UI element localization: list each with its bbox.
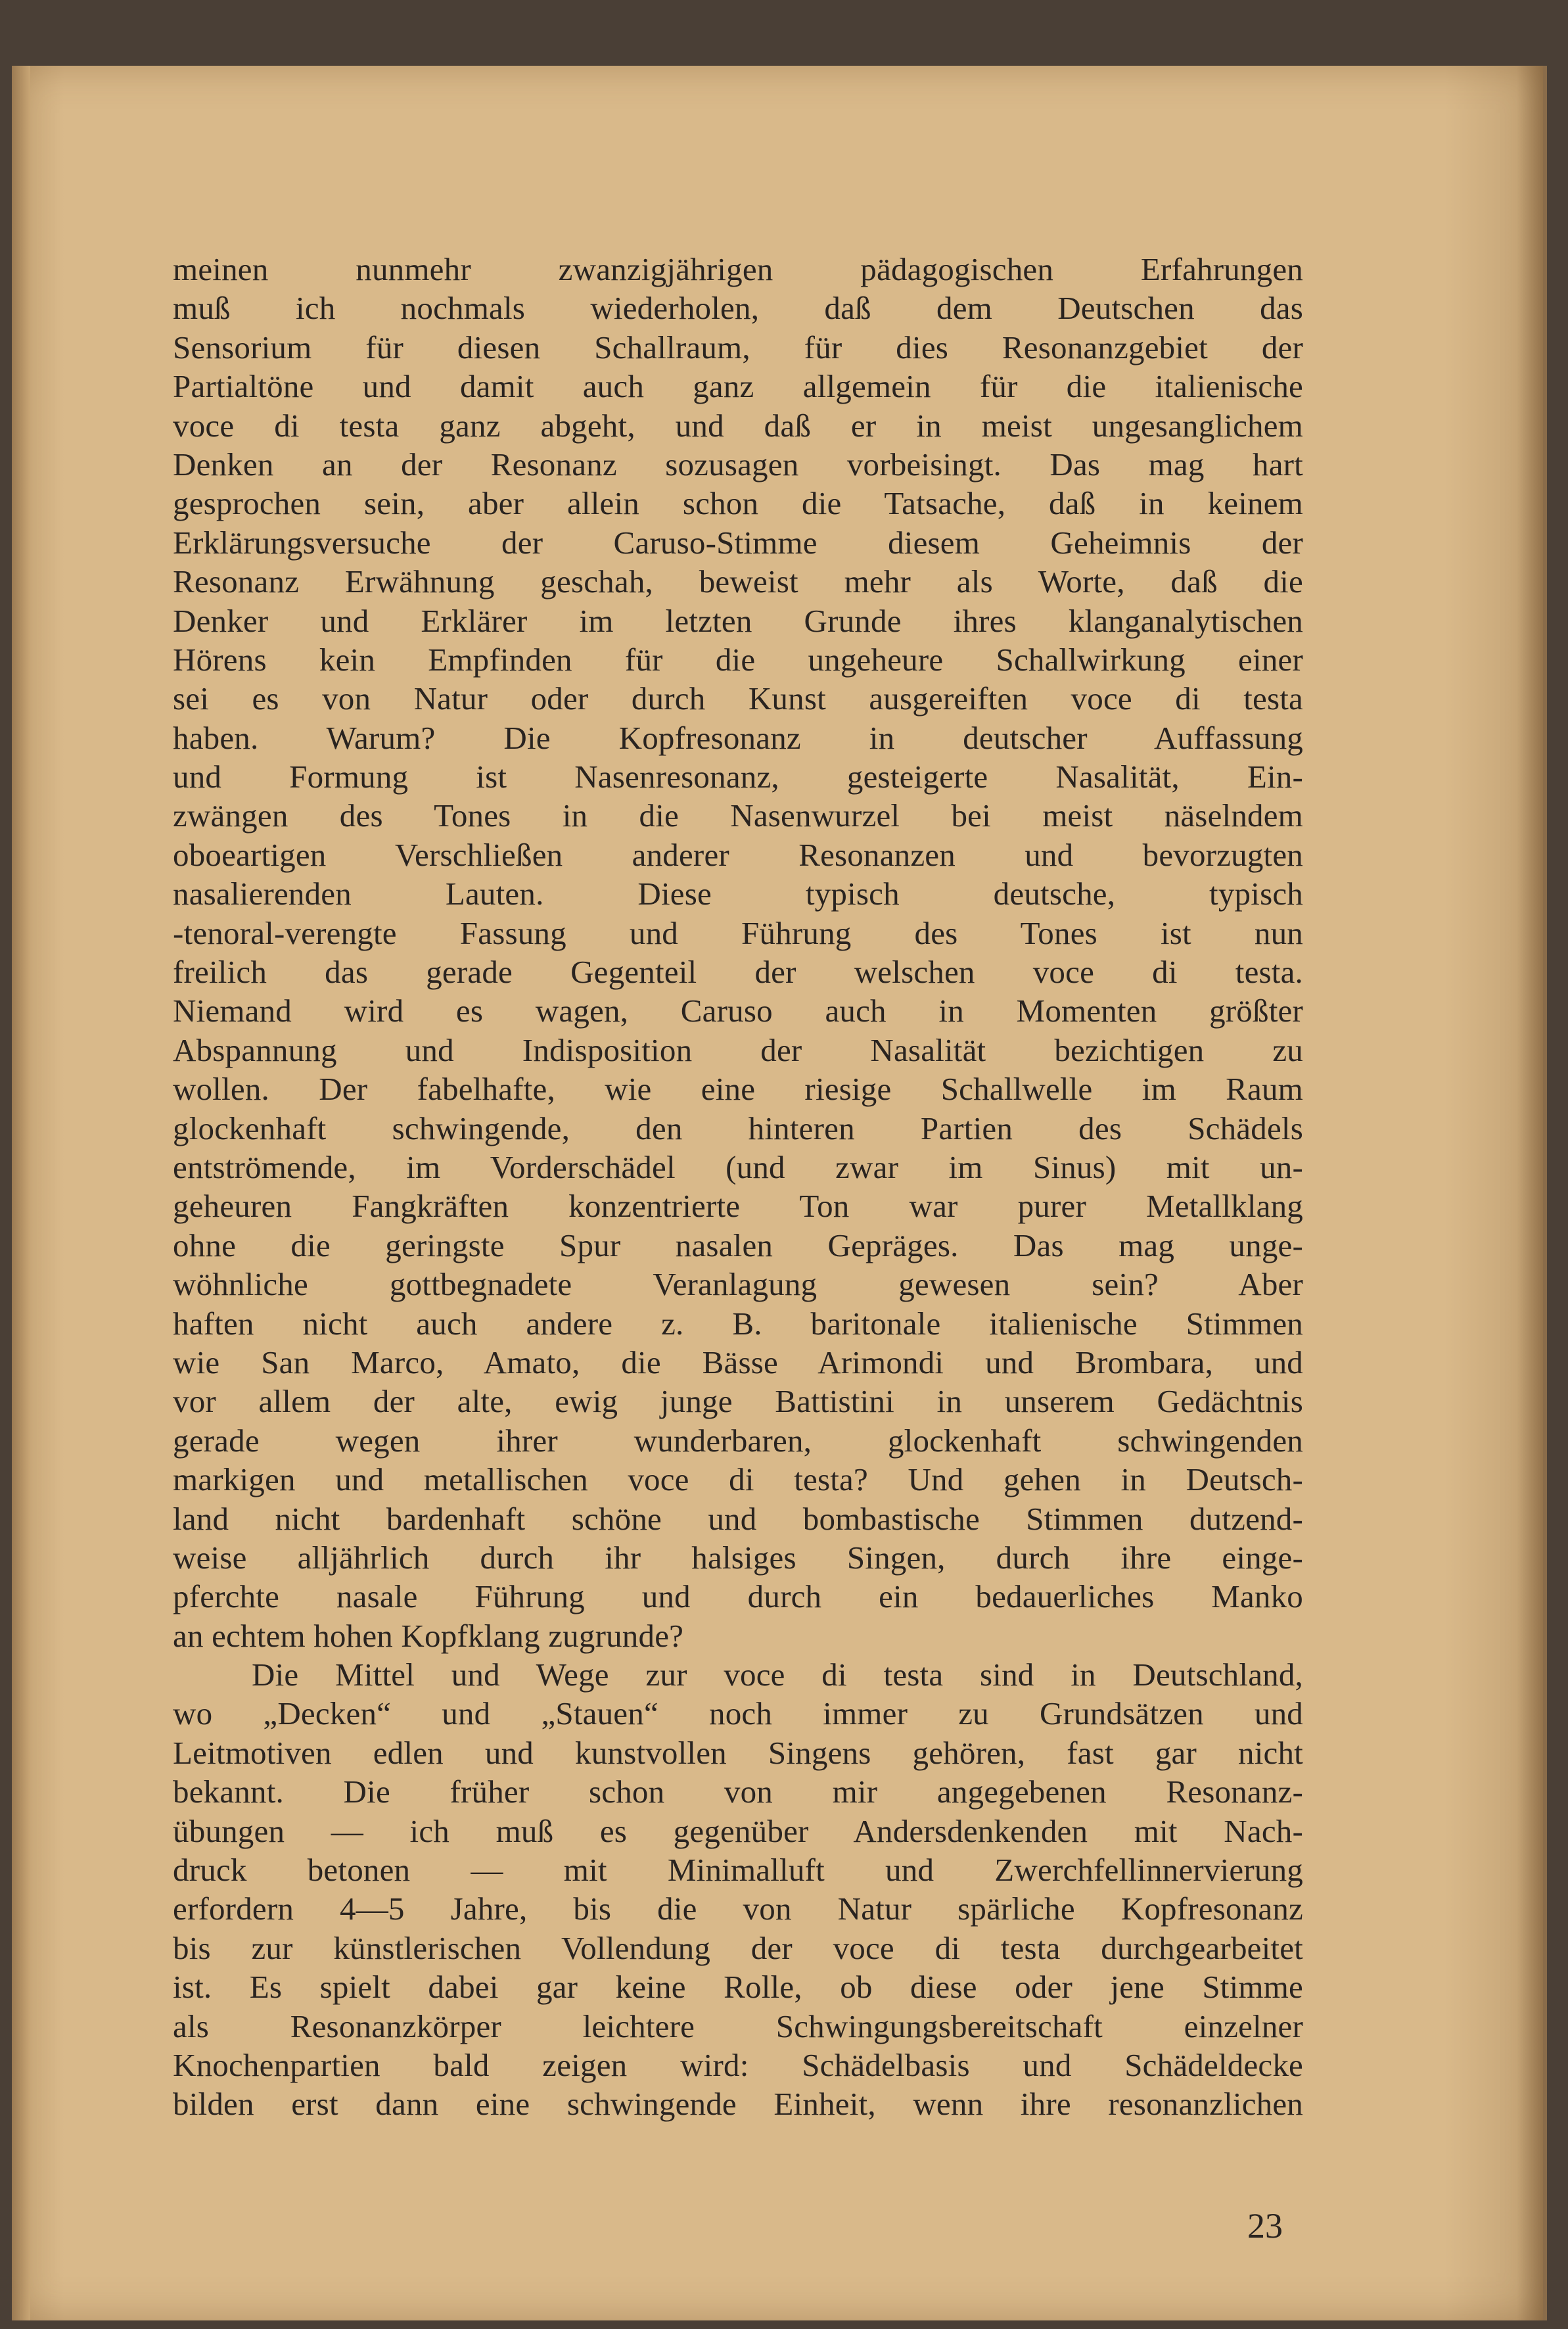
text-line: sei es von Natur oder durch Kunst ausgereiften voce di testa — [173, 680, 1303, 717]
page-spine — [12, 66, 30, 2320]
text-line: ohne die geringste Spur nasalen Gepräges. Das mag unge- — [173, 1227, 1303, 1263]
text-line: ist. Es spielt dabei gar keine Rolle, ob diese oder jene Stimme — [173, 1969, 1303, 2006]
text-line: vor allem der alte, ewig junge Battistini in unserem Gedächtnis — [173, 1383, 1303, 1420]
text-line: Knochenpartien bald zeigen wird: Schädelbasis und Schädeldecke — [173, 2046, 1303, 2083]
text-line: zwängen des Tones in die Nasenwurzel bei meist näselndem — [173, 797, 1303, 834]
text-line: Sensorium für diesen Schallraum, für dies Resonanzgebiet der — [173, 329, 1303, 365]
text-line: freilich das gerade Gegenteil der welschen voce di testa. — [173, 954, 1303, 991]
book-page — [12, 66, 1547, 2320]
text-line: wöhnliche gottbegnadete Veranlagung gewesen sein? Aber — [173, 1266, 1303, 1303]
text-line: Niemand wird es wagen, Caruso auch in Momenten größter — [173, 993, 1303, 1029]
paragraph-start-line: Die Mittel und Wege zur voce di testa sind in Deutschland, — [252, 1657, 1303, 1693]
text-line: bilden erst dann eine schwingende Einheit, wenn ihre resonanzlichen — [173, 2086, 1303, 2123]
text-line: nasalierenden Lauten. Diese typisch deutsche, typisch — [173, 876, 1303, 912]
text-line: entströmende, im Vorderschädel (und zwar im Sinus) mit un- — [173, 1148, 1303, 1185]
text-line: muß ich nochmals wiederholen, daß dem Deutschen das — [173, 290, 1303, 327]
text-line: voce di testa ganz abgeht, und daß er in meist ungesanglichem — [173, 407, 1303, 444]
text-line: Denker und Erklärer im letzten Grunde ihres klanganalytischen — [173, 602, 1303, 639]
text-line: und Formung ist Nasenresonanz, gesteigerte Nasalität, Ein- — [173, 759, 1303, 795]
text-line: wo „Decken“ und „Stauen“ noch immer zu Grundsätzen und — [173, 1695, 1303, 1732]
text-line: Erklärungsversuche der Caruso-Stimme diesem Geheimnis der — [173, 524, 1303, 561]
text-line: bekannt. Die früher schon von mir angegebenen Resonanz- — [173, 1774, 1303, 1810]
text-line: pferchte nasale Führung und durch ein bedauerliches Manko — [173, 1578, 1303, 1615]
page-edge-shadow — [1517, 66, 1543, 2320]
page-number: 23 — [1247, 2206, 1283, 2246]
text-line: haben. Warum? Die Kopfresonanz in deutscher Auffassung — [173, 719, 1303, 756]
text-line: weise alljährlich durch ihr halsiges Singen, durch ihre einge- — [173, 1539, 1303, 1576]
text-line: wie San Marco, Amato, die Bässe Arimondi und Brombara, und — [173, 1344, 1303, 1380]
text-line: gesprochen sein, aber allein schon die Tatsache, daß in keinem — [173, 485, 1303, 522]
text-line: Partialtöne und damit auch ganz allgemein für die italienische — [173, 368, 1303, 405]
text-line: wollen. Der fabelhafte, wie eine riesige Schallwelle im Raum — [173, 1071, 1303, 1108]
text-line: übungen — ich muß es gegenüber Andersdenkenden mit Nach- — [173, 1812, 1303, 1849]
text-line: erfordern 4—5 Jahre, bis die von Natur spärliche Kopfresonanz — [173, 1891, 1303, 1927]
text-line: glockenhaft schwingende, den hinteren Partien des Schädels — [173, 1110, 1303, 1146]
text-line: Denken an der Resonanz sozusagen vorbeisingt. Das mag hart — [173, 446, 1303, 482]
text-line: Abspannung und Indisposition der Nasalität bezichtigen zu — [173, 1031, 1303, 1068]
text-line: meinen nunmehr zwanzigjährigen pädagogischen Erfahrungen — [173, 251, 1303, 287]
text-line: Resonanz Erwähnung geschah, beweist mehr als Worte, daß die — [173, 563, 1303, 600]
text-line: markigen und metallischen voce di testa? Und gehen in Deutsch- — [173, 1461, 1303, 1498]
text-line: Hörens kein Empfinden für die ungeheure Schallwirkung einer — [173, 641, 1303, 678]
text-line: Leitmotiven edlen und kunstvollen Singens gehören, fast gar nicht — [173, 1734, 1303, 1771]
text-line: -tenoral-verengte Fassung und Führung des Tones ist nun — [173, 914, 1303, 951]
text-line: haften nicht auch andere z. B. baritonale italienische Stimmen — [173, 1305, 1303, 1342]
text-line: als Resonanzkörper leichtere Schwingungsbereitschaft einzelner — [173, 2008, 1303, 2044]
paragraph-end-line: an echtem hohen Kopfklang zugrunde? — [173, 1617, 684, 1654]
body-text — [173, 250, 1303, 2124]
text-line: land nicht bardenhaft schöne und bombastische Stimmen dutzend- — [173, 1500, 1303, 1537]
text-line: geheuren Fangkräften konzentrierte Ton war purer Metallklang — [173, 1188, 1303, 1225]
text-line: druck betonen — mit Minimalluft und Zwerchfellinnervierung — [173, 1852, 1303, 1889]
text-line: gerade wegen ihrer wunderbaren, glockenhaft schwingenden — [173, 1422, 1303, 1459]
text-line: oboeartigen Verschließen anderer Resonanzen und bevorzugten — [173, 836, 1303, 873]
text-line: bis zur künstlerischen Vollendung der voce di testa durchgearbeitet — [173, 1929, 1303, 1966]
